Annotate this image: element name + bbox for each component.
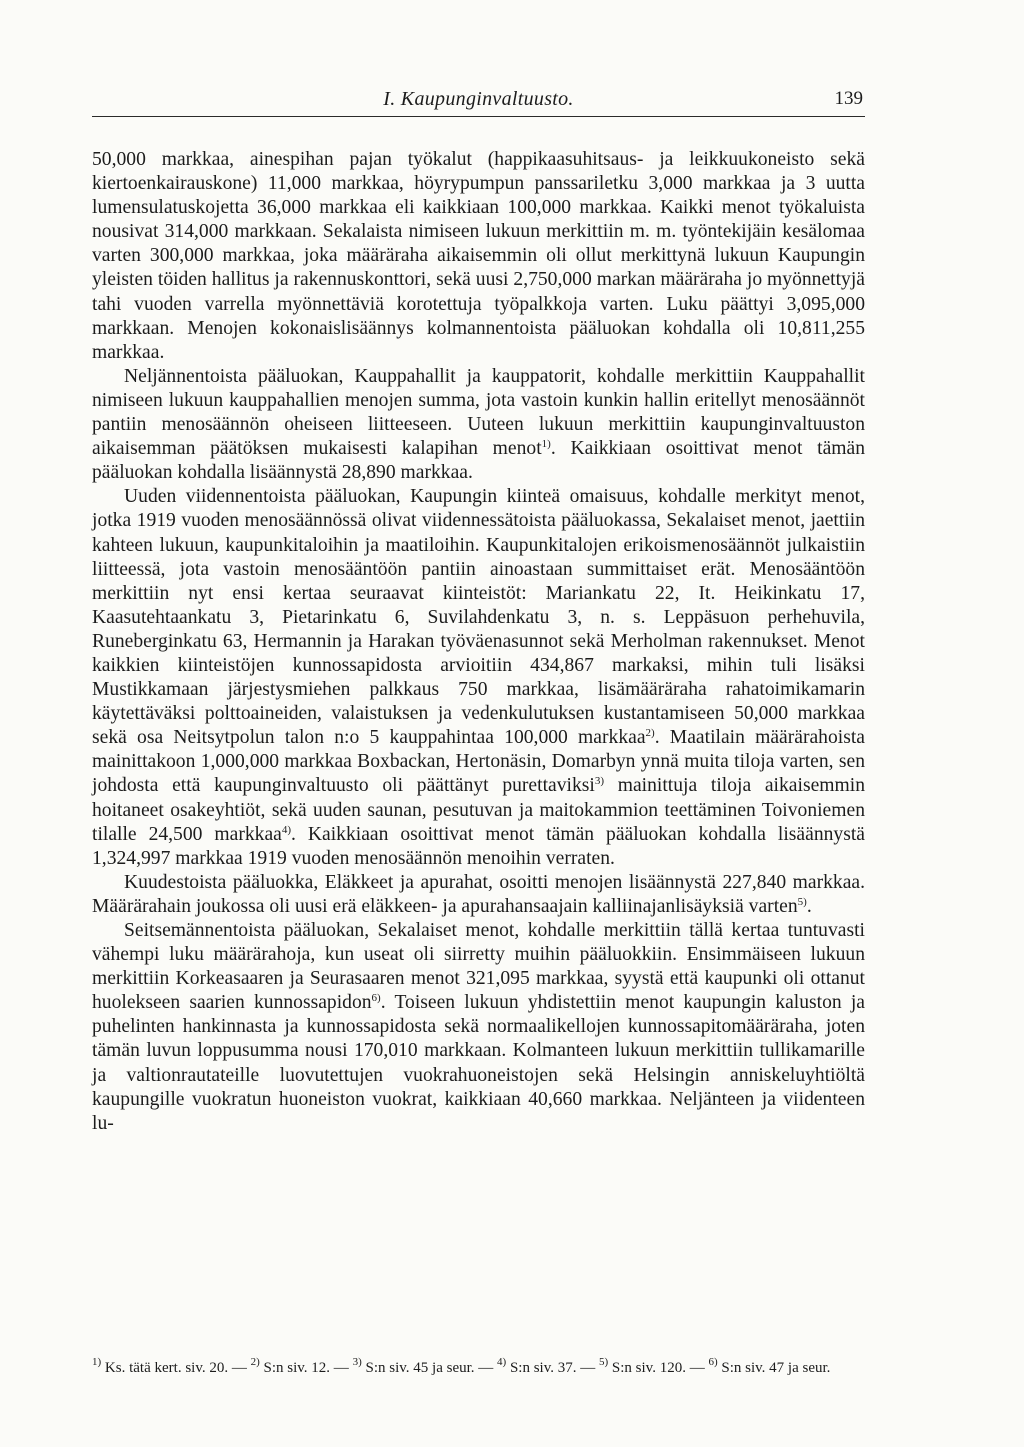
footnote-marker: 5) [598, 1356, 609, 1368]
text-run: mainittuja tiloja aikaisemmin hoitaneet osakeyhtiöt, sekä uuden saunan, pesutuvan ja maitokammion teettäminen Toivoniemen tilalle 24,500 markkaa [92, 775, 865, 845]
running-title: I. Kaupunginvaltuusto. [383, 88, 574, 110]
page-number: 139 [834, 88, 863, 109]
text-run: S:n siv. 37. — [506, 1360, 599, 1376]
text-run: S:n siv. 120. — [608, 1360, 709, 1376]
text-run: . [806, 895, 812, 917]
text-run: . Maatilain määrärahoista mainittakoon 1,000,000 markkaa Boxbackan, Hertonäsin, Domarbyn ynnä muita tiloja varten, sen johdosta että kaupunginvaltuusto oli päättänyt purettaviksi [92, 727, 865, 797]
body-text [92, 148, 865, 1136]
footnote-marker: 5) [797, 895, 807, 908]
text-run: Kuudestoista pääluokka, Eläkkeet ja apurahat, osoitti menojen lisäännystä 227,840 markkaa. Määrärahain joukossa oli uusi erä eläkkeen- ja apurahansaajain kalliinajanlisäyksiä varten [92, 871, 865, 917]
footnote-marker: 4) [497, 1356, 507, 1368]
text-run: Neljännentoista pääluokan, Kauppahallit ja kauppatorit, kohdalle merkittiin Kauppahallit nimiseen lukuun kauppahallien menojen summa, jota vastoin kunkin hallin eritellyt menosäännöt pantiin menosäännön oheiseen liitteeseen. Uuteen lukuun merkittiin kaupunginvaltuuston aikaisemman päätöksen mukaisesti kalapihan menot [92, 365, 865, 460]
text-run: . Kaikkiaan osoittivat menot tämän pääluokan kohdalla lisäännystä 28,890 markkaa. [92, 438, 866, 484]
text-run: . Toiseen lukuun yhdistettiin menot kaupungin kaluston ja puhelinten hankinnasta ja kunnossapidosta sekä normaalikellojen kunnossapitomääräraha, joten tämän luvun loppusumma nousi 170,010 markkaan. Kolmanteen lukuun merkittiin tullikamarille ja valtionrautateille luovutettujen vuokrahuoneistojen sekä Helsingin anniskeluyhtiöltä kaupungille vuokratun huoneiston vuokrat, kaikkiaan 40,660 markkaa. Neljänteen ja viidenteen lu- [92, 992, 865, 1134]
footnote-marker: 2) [250, 1356, 260, 1368]
page-header [92, 86, 865, 117]
text-run: Uuden viidennentoista pääluokan, Kaupungin kiinteä omaisuus, kohdalle merkityt menot, jotka 1919 vuoden menosäännössä olivat viidennessätoista pääluokassa, Sekalaiset menot, jaettiin kahteen lukuun, kaupunkitaloihin ja maatiloihin. Kaupunkitalojen erikoismenosäännöt julkaistiin liitteessä, jota vastoin menosääntöön pantiin ainoastaan summittaiset erät. Menosääntöön merkittiin nyt ensi kertaa seuraavat kiinteistöt: Mariankatu 22, It. Heikinkatu 17, Kaasutehtaankatu 3, Pietarinkatu 6, Suvilahdenkatu 3, n. s. Leppäsuon perhehuvila, Runeberginkatu 63, Hermannin ja Harakan työväenasunnot sekä Merholman rakennukset. Menot kaikkien kiinteistöjen kunnossapidosta arvioitiin 434,867 markaksi, mihin tuli lisäksi Mustikkamaan järjestysmiehen palkkaus 750 markkaa, lisämääräraha rahatoimikamarin käytettäväksi polttoaineiden, valaistuksen ja vedenkulutuksen kustantamiseen 50,000 markkaa sekä osa Neitsytpolun talon n:o 5 kauppahintaa 100,000 markkaa [92, 486, 865, 749]
paragraph [92, 148, 865, 365]
text-run: . Kaikkiaan osoittivat menot tämän pääluokan kohdalla lisäännystä 1,324,997 markkaa 1919 vuoden menosäännön menoihin verraten. [92, 823, 865, 869]
footnote-marker: 2) [645, 727, 655, 740]
paragraph [92, 485, 865, 871]
text-run: Ks. tätä kert. siv. 20. — [101, 1360, 251, 1376]
footnote-marker: 6) [708, 1356, 718, 1368]
footnote-marker: 4) [281, 823, 292, 836]
footnotes [92, 1356, 865, 1378]
paragraph [92, 365, 865, 485]
footnote-line [92, 1356, 865, 1378]
text-run: S:n siv. 45 ja seur. — [361, 1360, 498, 1376]
text-run: Seitsemännentoista pääluokan, Sekalaiset menot, kohdalle merkittiin tällä kertaa tuntuvasti vähempi luku määrärahoja, kun useat oli siirretty muihin pääluokkiin. Ensimmäiseen lukuun merkittiin Korkeasaaren ja Seurasaaren menot 321,095 markkaa, syystä että kaupunki oli ottanut huolekseen saarien kunnossapidon [92, 920, 865, 1014]
footnote-marker: 3) [594, 775, 604, 788]
paragraph [92, 919, 865, 1136]
footnote-marker: 1) [92, 1356, 102, 1368]
footnote-marker: 6) [371, 992, 381, 1005]
text-run: S:n siv. 47 ja seur. [717, 1360, 831, 1376]
text-run: 50,000 markkaa, ainespihan pajan työkalut (happikaasuhitsaus- ja leikkuukoneisto sekä kiertoenkairauskone) 11,000 markkaa, höyrypumpun panssariletku 3,000 markkaa ja 3 uutta lumensulatuskojetta 36,000 markkaa eli kaikkiaan 100,000 markkaa. Kaikki menot työkaluista nousivat 314,000 markkaan. Sekalaista nimiseen lukuun merkittiin m. m. työntekijäin kesälomaa varten 300,000 markkaa, joka määräraha aikaisemmin oli ollut merkittynä lukuun Kaupungin yleisten töiden hallitus ja rakennuskonttori, sekä uusi 2,750,000 markan määräraha jo myönnettyjä tahi vuoden varrella myönnettäviä korotettuja työpalkkoja varten. Luku päättyi 3,095,000 markkaan. Menojen kokonaislisäännys kolmannentoista pääluokan kohdalla oli 10,811,255 markkaa. [92, 149, 865, 363]
paragraph [92, 871, 865, 919]
footnote-marker: 3) [352, 1356, 362, 1368]
text-run: S:n siv. 12. — [259, 1360, 353, 1376]
footnote-marker: 1) [541, 438, 551, 451]
